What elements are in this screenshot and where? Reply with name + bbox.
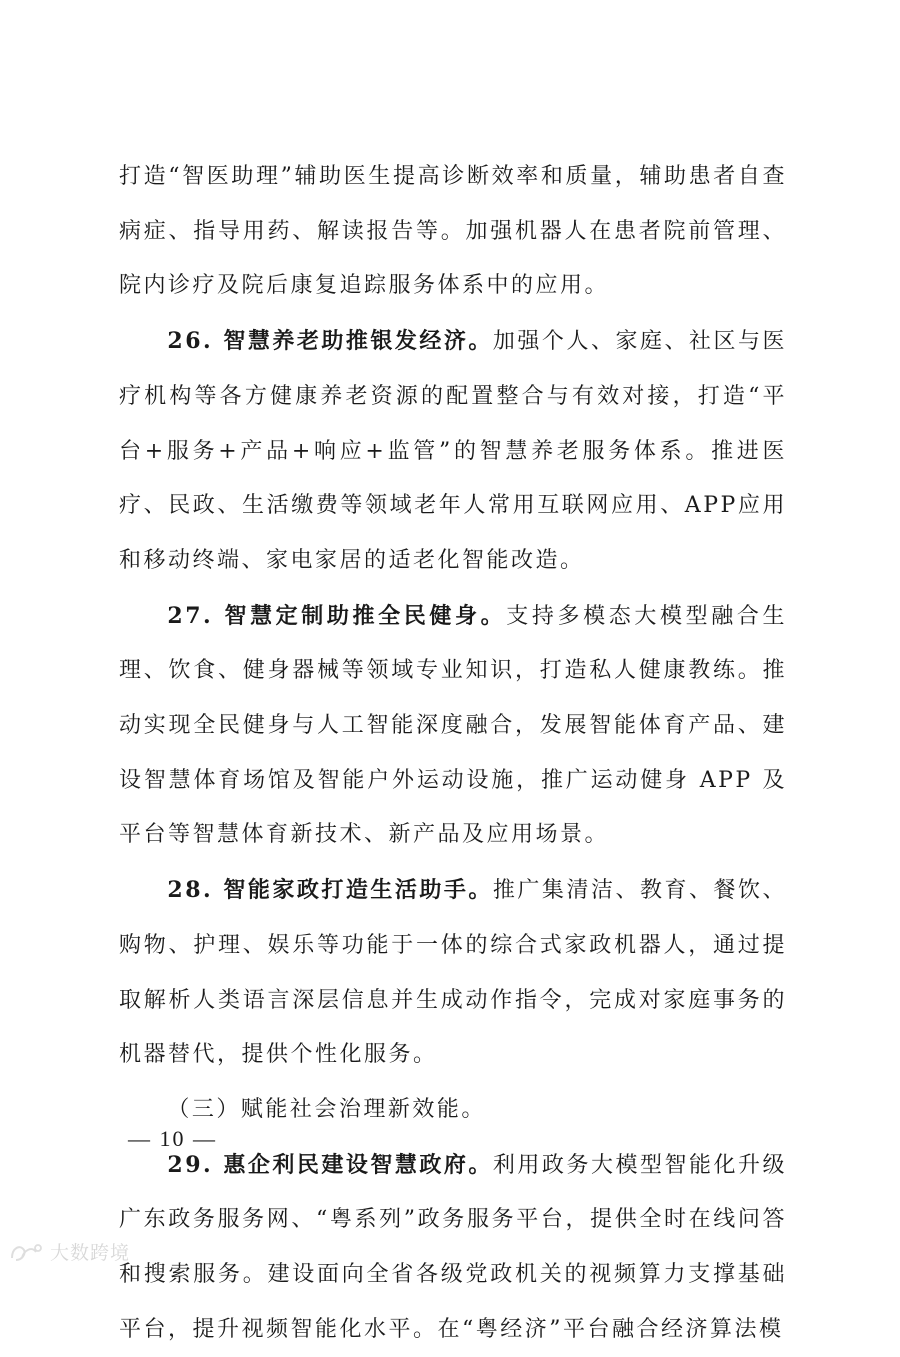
paragraph-heading: 28. 智能家政打造生活助手。 bbox=[167, 877, 493, 904]
watermark bbox=[8, 1238, 130, 1265]
section-heading-text: （三）赋能社会治理新效能。 bbox=[167, 1096, 486, 1122]
paragraph-heading: 29. 惠企利民建设智慧政府。 bbox=[167, 1151, 493, 1178]
paragraph-text: 打造“智医助理”辅助医生提高诊断效率和质量，辅助患者自查病症、指导用药、解读报告等。加强机器人在患者院前管理、院内诊疗及院后康复追踪服务体系中的应用。 bbox=[119, 164, 787, 299]
section-heading-3 bbox=[119, 1083, 787, 1138]
paragraph-28 bbox=[119, 863, 787, 1083]
brand-logo-icon bbox=[8, 1240, 44, 1264]
body-text bbox=[119, 150, 787, 1357]
page-number: — 10 — bbox=[128, 1126, 217, 1151]
paragraph-heading: 26. 智慧养老助推银发经济。 bbox=[167, 328, 493, 355]
paragraph-text: 推广集清洁、教育、餐饮、购物、护理、娱乐等功能于一体的综合式家政机器人，通过提取解析人类语言深层信息并生成动作指令，完成对家庭事务的机器替代，提供个性化服务。 bbox=[119, 878, 787, 1068]
paragraph-27 bbox=[119, 589, 787, 864]
paragraph-text: 利用政务大模型智能化升级广东政务服务网、“粤系列”政务服务平台，提供全时在线问答和搜索服务。建设面向全省各级党政机关的视频算力支撑基础平台，提升视频智能化水平。在“粤经济”平台融合经济算法模 bbox=[119, 1152, 787, 1342]
paragraph-26 bbox=[119, 314, 787, 589]
watermark-text: 大数跨境 bbox=[50, 1242, 131, 1264]
paragraph-text: 支持多模态大模型融合生理、饮食、健身器械等领域专业知识，打造私人健康教练。推动实现全民健身与人工智能深度融合，发展智能体育产品、建设智慧体育场馆及智能户外运动设施，推广运动健身 APP 及平台等智慧体育新技术、新产品及应用场景。 bbox=[119, 603, 787, 848]
paragraph-heading: 27. 智慧定制助推全民健身。 bbox=[167, 602, 507, 629]
paragraph-29 bbox=[119, 1138, 787, 1357]
paragraph-intro bbox=[119, 150, 787, 314]
paragraph-text: 加强个人、家庭、社区与医疗机构等各方健康养老资源的配置整合与有效对接，打造“平台+服务+产品+响应+监管”的智慧养老服务体系。推进医疗、民政、生活缴费等领域老年人常用互联网应用、APP应用和移动终端、家电家居的适老化智能改造。 bbox=[119, 329, 787, 573]
